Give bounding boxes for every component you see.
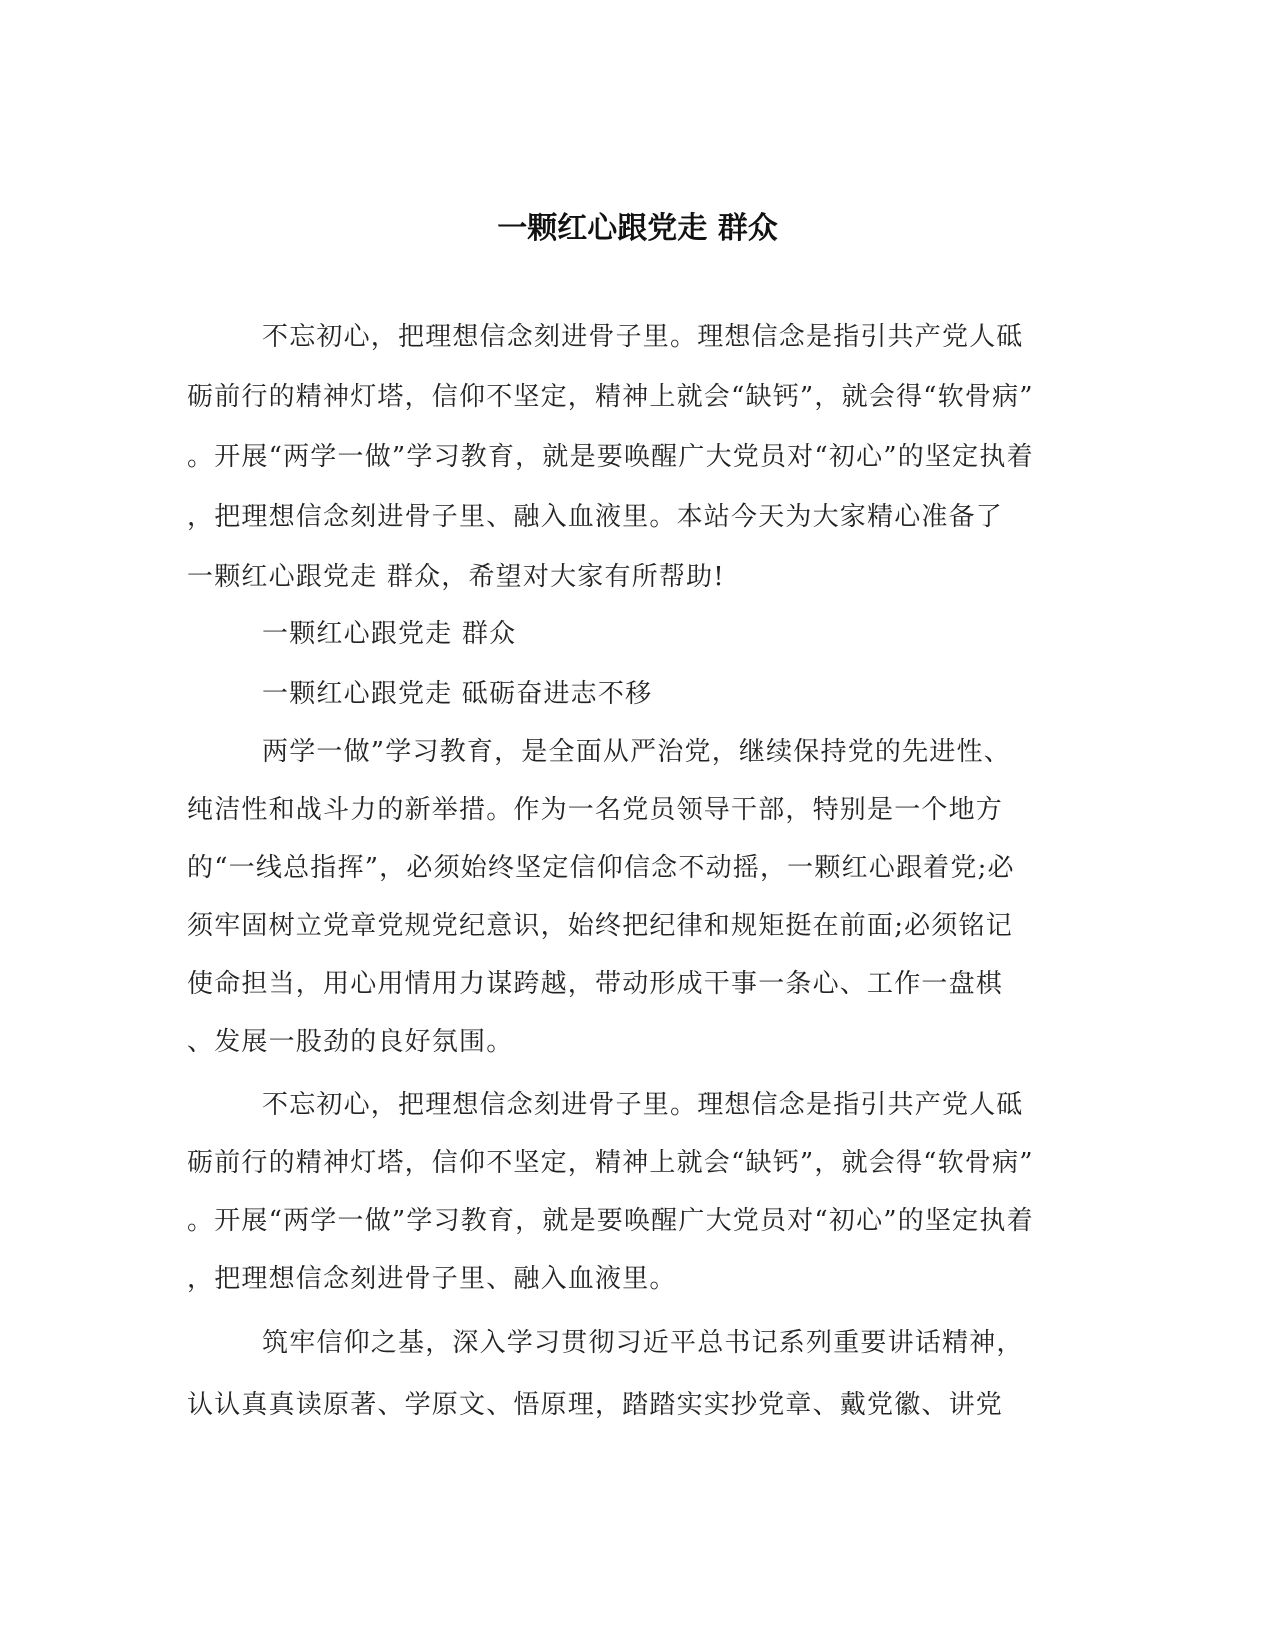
paragraph-line: 、发展一股劲的良好氛围。 — [187, 1027, 514, 1057]
paragraph-line: ，把理想信念刻进骨子里、融入血液里。 — [187, 1264, 677, 1294]
paragraph-line: 不忘初心，把理想信念刻进骨子里。理想信念是指引共产党人砥 — [262, 1090, 1024, 1120]
paragraph-line: 一颗红心跟党走 群众，希望对大家有所帮助! — [187, 562, 725, 592]
paragraph-line: 须牢固树立党章党规党纪意识，始终把纪律和规矩挺在前面;必须铭记 — [187, 911, 1013, 941]
paragraph-line: 的“一线总指挥”，必须始终坚定信仰信念不动摇，一颗红心跟着党;必 — [187, 853, 1015, 883]
paragraph-line: 不忘初心，把理想信念刻进骨子里。理想信念是指引共产党人砥 — [262, 322, 1024, 352]
paragraph-line: ，把理想信念刻进骨子里、融入血液里。本站今天为大家精心准备了 — [187, 502, 1004, 532]
document-title: 一颗红心跟党走 群众 — [497, 211, 778, 246]
section-heading: 一颗红心跟党走 群众 — [262, 619, 517, 649]
paragraph-line: 使命担当，用心用情用力谋跨越，带动形成干事一条心、工作一盘棋 — [187, 969, 1004, 999]
paragraph-line: 。开展“两学一做”学习教育，就是要唤醒广大党员对“初心”的坚定执着 — [187, 1206, 1034, 1236]
paragraph-line: 砺前行的精神灯塔，信仰不坚定，精神上就会“缺钙”，就会得“软骨病” — [187, 382, 1034, 412]
paragraph-line: 纯洁性和战斗力的新举措。作为一名党员领导干部，特别是一个地方 — [187, 795, 1004, 825]
section-heading: 一颗红心跟党走 砥砺奋进志不移 — [262, 679, 653, 709]
paragraph-line: 两学一做”学习教育，是全面从严治党，继续保持党的先进性、 — [262, 737, 1011, 767]
paragraph-line: 砺前行的精神灯塔，信仰不坚定，精神上就会“缺钙”，就会得“软骨病” — [187, 1148, 1034, 1178]
paragraph-line: 认认真真读原著、学原文、悟原理，踏踏实实抄党章、戴党徽、讲党 — [187, 1390, 1004, 1420]
paragraph-line: 。开展“两学一做”学习教育，就是要唤醒广大党员对“初心”的坚定执着 — [187, 442, 1034, 472]
paragraph-line: 筑牢信仰之基，深入学习贯彻习近平总书记系列重要讲话精神， — [262, 1328, 1024, 1358]
